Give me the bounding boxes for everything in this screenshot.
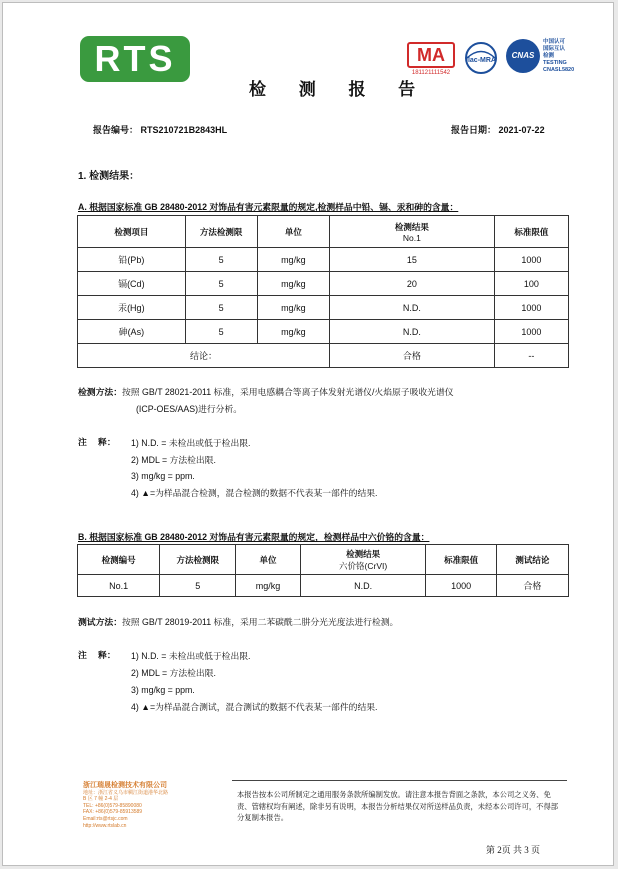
table-row — [78, 296, 569, 320]
col-header: 检测编号 — [78, 545, 160, 575]
lab-line: B 区 7 幢 2-4 层 — [83, 796, 119, 803]
report-date-label: 报告日期： — [451, 125, 497, 135]
table-cell: N.D. — [300, 575, 426, 597]
notes-b-label: 注 释： — [78, 650, 116, 660]
col-header: 单位 — [236, 545, 300, 575]
table-cell: 100 — [494, 272, 568, 296]
note-item: 4) ▲=为样品混合测试，混合测试的数据不代表某一部件的结果. — [131, 702, 378, 712]
col-subheader: No.1 — [402, 232, 421, 243]
method-b — [78, 615, 398, 628]
report-page — [2, 2, 614, 866]
table-cell: 5 — [185, 320, 257, 344]
cnas-line: 中国认可 — [543, 39, 566, 45]
table-cell: No.1 — [78, 575, 160, 597]
table-cell: mg/kg — [257, 272, 329, 296]
part-a-table — [77, 215, 569, 368]
table-cell: mg/kg — [257, 248, 329, 272]
method-label: 测试方法： — [78, 617, 122, 627]
lab-name: 浙江瑞晟检测技术有限公司 — [83, 782, 167, 789]
footer-divider — [232, 780, 567, 781]
ma-logo: MA — [407, 42, 455, 68]
table-cell: 5 — [185, 296, 257, 320]
table-cell: 15 — [329, 248, 494, 272]
note-item: 3) mg/kg = ppm. — [131, 471, 195, 481]
note-item: 4) ▲=为样品混合检测，混合检测的数据不代表某一部件的结果. — [131, 487, 378, 498]
cnas-line: TESTING — [543, 60, 567, 66]
cnas-line: 检测 — [543, 53, 555, 59]
note-item: 2) MDL = 方法检出限. — [131, 668, 216, 678]
note-item: 1) N.D. = 未检出或低于检出限. — [131, 651, 251, 661]
table-cell: 5 — [185, 248, 257, 272]
page-number: 第 2页 共 3 页 — [486, 845, 541, 855]
report-number-value: RTS210721B2843HL — [140, 125, 228, 135]
method-a — [78, 385, 454, 398]
table-cell: 1000 — [426, 575, 496, 597]
note-item: 2) MDL = 方法检出限. — [131, 454, 216, 465]
report-date — [451, 123, 545, 136]
col-header: 单位 — [257, 216, 329, 248]
ilac-mra-icon — [461, 41, 501, 75]
lab-line: http://www.rtslab.cn — [83, 822, 127, 829]
table-header-row — [78, 545, 569, 575]
table-cell: 汞(Hg) — [78, 296, 186, 320]
lab-line: FAX: +86(0)579-85913589 — [83, 809, 143, 816]
col-header: 检测项目 — [78, 216, 186, 248]
table-cell: 合格 — [496, 575, 568, 597]
col-header: 检测结果 — [346, 548, 381, 559]
table-cell: 20 — [329, 272, 494, 296]
report-number-label: 报告编号： — [93, 125, 139, 135]
note-item: 3) mg/kg = ppm. — [131, 685, 195, 695]
lab-info — [83, 783, 168, 829]
lab-line: TEL: +86(0)579-85890080 — [83, 802, 142, 809]
ilac-text: ilac-MRA — [466, 57, 496, 64]
table-cell: 1000 — [494, 320, 568, 344]
notes-a-label: 注 释： — [78, 437, 116, 447]
col-header-result — [329, 216, 494, 248]
part-b-table — [77, 544, 569, 597]
conclusion-label: 结论： — [78, 344, 330, 368]
cnas-line: CNASL5820 — [543, 67, 575, 73]
col-subheader: 六价铬(CrVI) — [339, 560, 388, 571]
table-row — [78, 575, 569, 597]
method-text: 按照 GB/T 28019-2011 标准，采用二苯碳酰二肼分光光度法进行检测。 — [122, 617, 399, 627]
report-date-value: 2021-07-22 — [498, 125, 545, 135]
cnas-line: 国际互认 — [543, 46, 566, 52]
table-cell: 铅(Pb) — [78, 248, 186, 272]
notes-b — [131, 648, 377, 716]
col-header: 方法检测限 — [160, 545, 236, 575]
col-header: 标准限值 — [494, 216, 568, 248]
table-header-row — [78, 216, 569, 248]
table-cell: mg/kg — [257, 320, 329, 344]
col-header: 测试结论 — [496, 545, 568, 575]
table-row — [78, 272, 569, 296]
method-a-line2: (ICP-OES/AAS)进行分析。 — [136, 404, 243, 414]
cnas-caption — [543, 39, 574, 74]
table-cell: N.D. — [329, 296, 494, 320]
section-title: 1. 检测结果： — [78, 171, 140, 182]
table-cell: 1000 — [494, 248, 568, 272]
note-item: 1) N.D. = 未检出或低于检出限. — [131, 438, 251, 448]
cnas-logo: CNAS — [506, 39, 540, 73]
part-b-title: B. 根据国家标准 GB 28480-2012 对饰品有害元素限量的规定，检测样品中六价铬的含量： — [78, 532, 430, 542]
table-cell: mg/kg — [236, 575, 300, 597]
table-row — [78, 320, 569, 344]
ma-number: 181121111542 — [411, 70, 451, 76]
lab-line: 地址：浙江省义乌市稠江街道港华北路 — [83, 789, 169, 796]
ma-cert-mark — [407, 42, 455, 76]
method-text: 按照 GB/T 28021-2011 标准，采用电感耦合等离子体发射光谱仪/火焰原子吸收光谱仪 — [122, 387, 454, 397]
table-cell: 5 — [160, 575, 236, 597]
conclusion-row — [78, 344, 569, 368]
col-header: 标准限值 — [426, 545, 496, 575]
disclaimer: 本报告按本公司所制定之通用服务条款所编制发放。请注意本报告背面之条款，本公司之义务、免责、管辖权均有阐述，除非另有说明，本报告分析结果仅对所送样品负责，未经本公司许可，不得部分复制本报告。 — [237, 790, 559, 822]
report-number — [93, 123, 227, 136]
table-cell: 1000 — [494, 296, 568, 320]
table-cell: 5 — [185, 272, 257, 296]
col-header-result — [300, 545, 426, 575]
table-cell: mg/kg — [257, 296, 329, 320]
conclusion-limit: -- — [494, 344, 568, 368]
method-label: 检测方法： — [78, 387, 122, 397]
rts-logo: RTS — [80, 36, 190, 82]
part-a-title: A. 根据国家标准 GB 28480-2012 对饰品有害元素限量的规定,检测样品中铅、镉、汞和砷的含量： — [78, 202, 459, 212]
report-title: 检 测 报 告 — [249, 80, 430, 99]
conclusion-value: 合格 — [329, 344, 494, 368]
table-cell: 镉(Cd) — [78, 272, 186, 296]
table-cell: 砷(As) — [78, 320, 186, 344]
table-row — [78, 248, 569, 272]
table-cell: N.D. — [329, 320, 494, 344]
col-header: 方法检测限 — [185, 216, 257, 248]
lab-line: Email:rts@rtsjc.com — [83, 815, 128, 822]
col-header: 检测结果 — [394, 221, 429, 232]
notes-a — [131, 435, 377, 501]
